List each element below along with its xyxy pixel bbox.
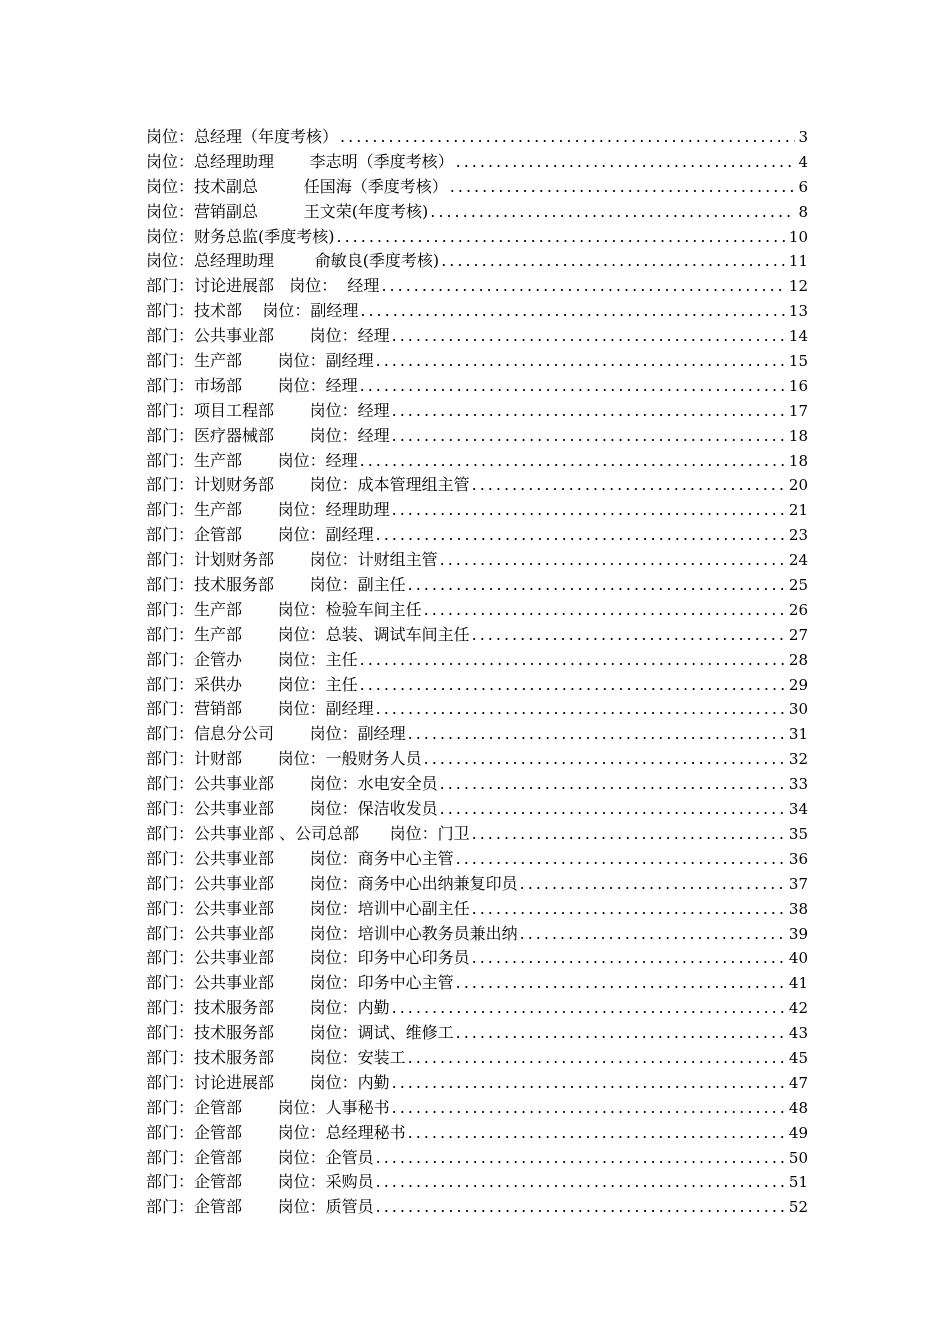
toc-entry[interactable] [146,598,808,623]
toc-dot-leader [337,225,786,250]
toc-entry-title: 部门：生产部 岗位：经理 [146,450,358,470]
toc-dot-leader [520,872,786,897]
toc-entry[interactable] [146,872,808,897]
toc-dot-leader [360,374,786,399]
toc-entry-title: 岗位：技术副总 任国海（季度考核） [146,176,448,196]
toc-entry[interactable] [146,1195,808,1220]
toc-page-number: 24 [788,551,808,570]
toc-entry[interactable] [146,772,808,797]
toc-entry[interactable] [146,175,808,200]
toc-page-number: 3 [798,128,808,146]
toc-entry[interactable] [146,150,808,175]
toc-page-number: 40 [788,949,808,968]
toc-entry[interactable] [146,797,808,822]
toc-entry-title: 部门：企管部 岗位：企管员 [146,1147,374,1167]
toc-entry[interactable] [146,449,808,474]
toc-page-number: 13 [788,302,808,321]
toc-entry[interactable] [146,299,808,324]
toc-page-number: 38 [788,899,808,918]
toc-page-number: 18 [788,451,808,470]
toc-dot-leader [392,424,786,449]
toc-page-number: 31 [788,725,808,744]
toc-page-number: 17 [788,401,808,420]
toc-dot-leader [376,523,786,548]
toc-entry[interactable] [146,922,808,947]
toc-page-number: 48 [788,1098,808,1117]
toc-dot-leader [408,1121,786,1146]
toc-dot-leader [392,498,786,523]
toc-page-number: 34 [788,800,808,819]
toc-entry[interactable] [146,200,808,225]
toc-dot-leader [392,1071,786,1096]
toc-entry-title: 部门：讨论进展部 岗位：内勤 [146,1072,390,1092]
toc-page-number: 28 [788,650,808,669]
toc-entry[interactable] [146,1096,808,1121]
toc-entry-title: 岗位：总经理（年度考核） [146,127,339,146]
toc-entry[interactable] [146,946,808,971]
toc-entry[interactable] [146,897,808,922]
toc-dot-leader [340,125,795,150]
toc-entry[interactable] [146,548,808,573]
toc-dot-leader [376,1146,786,1171]
toc-entry-title: 部门：生产部 岗位：经理助理 [146,500,390,520]
toc-dot-leader [360,673,786,698]
toc-page-number: 39 [788,924,808,943]
toc-dot-leader [456,1021,786,1046]
toc-entry-title: 部门：企管部 岗位：总经理秘书 [146,1122,406,1142]
toc-page-number: 25 [788,576,808,595]
toc-dot-leader [376,1195,786,1220]
toc-dot-leader [381,274,785,299]
toc-page-number: 14 [788,327,808,346]
toc-entry-title: 部门：企管部 岗位：人事秘书 [146,1097,390,1117]
toc-dot-leader [408,1046,786,1071]
toc-entry[interactable] [146,1146,808,1171]
toc-page-number: 11 [788,252,808,271]
toc-entry-title: 部门：企管部 岗位：采购员 [146,1172,374,1192]
toc-entry[interactable] [146,523,808,548]
toc-entry[interactable] [146,722,808,747]
toc-entry[interactable] [146,847,808,872]
toc-entry-title: 部门：市场部 岗位：经理 [146,375,358,395]
toc-dot-leader [456,150,796,175]
toc-dot-leader [408,722,786,747]
toc-page-number: 37 [788,874,808,893]
toc-entry-title: 岗位：财务总监(季度考核) [146,226,335,246]
toc-entry[interactable] [146,648,808,673]
toc-entry-title: 部门：公共事业部 岗位：水电安全员 [146,774,438,794]
toc-entry-title: 部门：生产部 岗位：检验车间主任 [146,599,422,619]
toc-entry-title: 部门：公共事业部 岗位：保洁收发员 [146,799,438,819]
toc-page-number: 49 [788,1123,808,1142]
toc-entry-title: 部门：技术服务部 岗位：安装工 [146,1047,406,1067]
toc-page-number: 6 [798,177,808,196]
toc-entry[interactable] [146,822,808,847]
toc-page-number: 43 [788,1024,808,1043]
toc-page-number: 47 [788,1073,808,1092]
toc-page-number: 4 [798,152,808,171]
toc-entry-title: 部门：计划财务部 岗位：计财组主管 [146,550,438,570]
toc-entry-title: 部门：医疗器械部 岗位：经理 [146,425,390,445]
toc-entry-title: 部门：公共事业部 岗位：培训中心教务员兼出纳 [146,923,518,943]
toc-entry-title: 部门：公共事业部 岗位：商务中心出纳兼复印员 [146,873,518,893]
toc-page-number: 35 [788,824,808,843]
toc-dot-leader [360,299,786,324]
toc-entry[interactable] [146,1071,808,1096]
toc-entry-title: 部门：技术服务部 岗位：调试、维修工 [146,1023,454,1043]
toc-entry[interactable] [146,673,808,698]
toc-entry[interactable] [146,573,808,598]
toc-dot-leader [392,399,786,424]
toc-dot-leader [520,922,786,947]
toc-entry-title: 部门：企管部 岗位：质管员 [146,1197,374,1217]
toc-entry-title: 岗位：总经理助理 俞敏良(季度考核) [146,251,440,271]
toc-entry-title: 部门：信息分公司 岗位：副经理 [146,724,406,744]
toc-page-number: 51 [788,1173,808,1192]
toc-entry-title: 部门：生产部 岗位：副经理 [146,351,374,371]
table-of-contents [146,125,808,1220]
toc-page-number: 45 [788,1048,808,1067]
toc-page-number: 15 [788,352,808,371]
toc-dot-leader [392,1096,786,1121]
toc-entry[interactable] [146,274,808,299]
toc-dot-leader [440,772,786,797]
toc-dot-leader [424,598,786,623]
toc-entry-title: 部门：生产部 岗位：总装、调试车间主任 [146,624,470,644]
toc-entry-title: 岗位：营销副总 王文荣(年度考核) [146,201,429,221]
toc-entry[interactable] [146,697,808,722]
toc-page-number: 21 [788,501,808,520]
toc-page-number: 41 [788,974,808,993]
toc-page-number: 10 [788,227,808,246]
toc-dot-leader [440,797,786,822]
toc-dot-leader [456,847,786,872]
toc-dot-leader [450,175,796,200]
toc-entry[interactable] [146,1121,808,1146]
toc-entry-title: 部门：公共事业部 岗位：培训中心副主任 [146,898,470,918]
toc-page-number: 12 [788,277,808,296]
toc-dot-leader [472,473,786,498]
toc-entry-title: 部门：计财部 岗位：一般财务人员 [146,749,422,769]
toc-entry[interactable] [146,349,808,374]
toc-entry[interactable] [146,747,808,772]
toc-entry-title: 部门：企管部 岗位：副经理 [146,525,374,545]
toc-entry[interactable] [146,623,808,648]
toc-entry-title: 部门：公共事业部 岗位：商务中心主管 [146,848,454,868]
toc-dot-leader [472,623,786,648]
toc-entry[interactable] [146,374,808,399]
toc-entry[interactable] [146,971,808,996]
toc-dot-leader [408,573,786,598]
toc-entry[interactable] [146,249,808,274]
toc-page-number: 52 [788,1198,808,1217]
toc-dot-leader [441,249,786,274]
toc-entry[interactable] [146,1046,808,1071]
toc-entry-title: 部门：公共事业部 岗位：印务中心印务员 [146,948,470,968]
toc-entry-title: 部门：技术服务部 岗位：副主任 [146,575,406,595]
toc-entry-title: 部门：讨论进展部 岗位： 经理 [146,276,380,296]
toc-dot-leader [456,971,786,996]
toc-page-number: 33 [788,775,808,794]
toc-entry[interactable] [146,498,808,523]
toc-entry[interactable] [146,225,808,250]
toc-entry[interactable] [146,399,808,424]
toc-entry[interactable] [146,424,808,449]
toc-entry-title: 部门：公共事业部 、公司总部 岗位：门卫 [146,823,470,843]
toc-page-number: 36 [788,849,808,868]
toc-entry-title: 部门：公共事业部 岗位：经理 [146,326,390,346]
toc-entry-title: 部门：采供办 岗位：主任 [146,674,358,694]
toc-page-number: 8 [798,202,808,221]
toc-dot-leader [472,897,786,922]
toc-page-number: 50 [788,1148,808,1167]
toc-entry-title: 部门：营销部 岗位：副经理 [146,699,374,719]
toc-page-number: 26 [788,600,808,619]
toc-page-number: 42 [788,999,808,1018]
toc-entry-title: 部门：技术部 岗位：副经理 [146,301,359,321]
toc-entry-title: 部门：企管办 岗位：主任 [146,649,358,669]
toc-dot-leader [376,349,786,374]
toc-entry-title: 部门：项目工程部 岗位：经理 [146,400,390,420]
toc-dot-leader [424,747,786,772]
toc-entry[interactable] [146,324,808,349]
toc-dot-leader [392,996,786,1021]
toc-page-number: 16 [788,376,808,395]
toc-entry-title: 岗位：总经理助理 李志明（季度考核） [146,151,454,171]
toc-entry-title: 部门：计划财务部 岗位：成本管理组主管 [146,475,470,495]
toc-page-number: 23 [788,526,808,545]
toc-entry[interactable] [146,1170,808,1195]
toc-entry[interactable] [146,996,808,1021]
toc-dot-leader [472,946,786,971]
toc-dot-leader [440,548,786,573]
toc-page-number: 29 [788,675,808,694]
toc-entry[interactable] [146,125,808,150]
toc-entry[interactable] [146,1021,808,1046]
toc-entry-title: 部门：公共事业部 岗位：印务中心主管 [146,973,454,993]
toc-dot-leader [360,449,786,474]
toc-page-number: 32 [788,750,808,769]
toc-page-number: 27 [788,625,808,644]
toc-page-number: 20 [788,476,808,495]
toc-entry-title: 部门：技术服务部 岗位：内勤 [146,998,390,1018]
toc-page-number: 18 [788,426,808,445]
toc-entry[interactable] [146,473,808,498]
toc-dot-leader [376,697,786,722]
toc-dot-leader [430,200,795,225]
toc-dot-leader [472,822,786,847]
toc-page-number: 30 [788,700,808,719]
toc-dot-leader [392,324,786,349]
toc-dot-leader [376,1170,786,1195]
toc-dot-leader [360,648,786,673]
